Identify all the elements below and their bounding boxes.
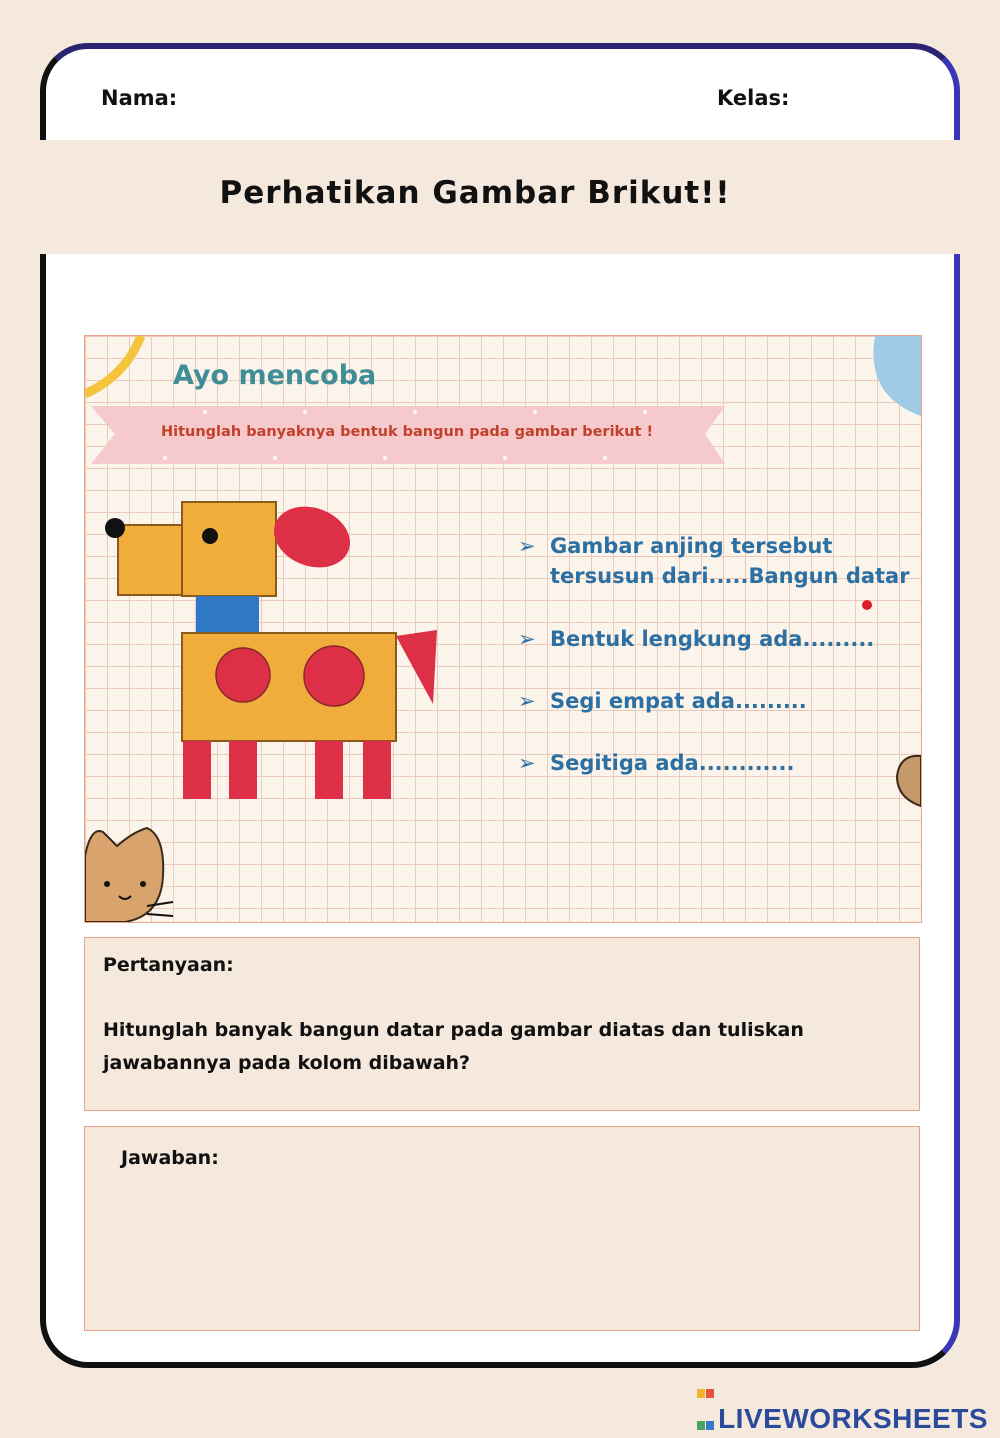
bullet-text: Gambar anjing tersebut bbox=[550, 534, 833, 558]
activity-instruction: Hitunglah banyaknya bentuk bangun pada gambar berikut ! bbox=[161, 424, 654, 440]
dog-leg-2 bbox=[229, 741, 257, 799]
bullet-item-2 bbox=[518, 624, 918, 654]
bullet-item-3 bbox=[518, 686, 918, 716]
red-dot bbox=[862, 600, 872, 610]
bullet-arrow-icon: ➢ bbox=[518, 751, 536, 775]
answer-label: Jawaban: bbox=[121, 1147, 219, 1169]
dog-spot-circle-left bbox=[216, 648, 270, 702]
blue-blob-decoration bbox=[873, 336, 921, 416]
class-label: Kelas: bbox=[717, 86, 790, 110]
question-label: Pertanyaan: bbox=[103, 954, 234, 976]
dog-nose-circle bbox=[105, 518, 125, 538]
dog-eye bbox=[202, 528, 218, 544]
liveworksheets-logo bbox=[697, 1374, 988, 1438]
dog-leg-3 bbox=[315, 741, 343, 799]
dog-head-square bbox=[182, 502, 276, 596]
dog-ear-ellipse bbox=[265, 496, 358, 577]
activity-heading: Ayo mencoba bbox=[173, 360, 377, 391]
bullet-item-4 bbox=[518, 748, 918, 778]
logo-text: LIVEWORKSHEETS bbox=[718, 1403, 988, 1434]
dog-neck-rectangle bbox=[196, 596, 259, 633]
bullet-arrow-icon: ➢ bbox=[518, 689, 536, 713]
answer-box[interactable] bbox=[84, 1126, 920, 1331]
question-text: Hitunglah banyak bangun datar pada gambar diatas dan tuliskan jawabannya pada kolom dibawah? bbox=[103, 1019, 804, 1074]
bullet-text-continued: tersusun dari.....Bangun datar bbox=[550, 564, 910, 588]
liveworksheets-logo-icon bbox=[697, 1374, 715, 1438]
dog-leg-4 bbox=[363, 741, 391, 799]
answer-field[interactable] bbox=[121, 1187, 899, 1314]
bullet-arrow-icon: ➢ bbox=[518, 627, 536, 651]
activity-image bbox=[84, 335, 922, 923]
name-label: Nama: bbox=[101, 86, 178, 110]
dog-tail-triangle bbox=[396, 630, 437, 704]
dog-figure bbox=[105, 496, 437, 799]
bullet-text: Bentuk lengkung ada......... bbox=[550, 627, 875, 651]
dog-spot-circle-right bbox=[304, 646, 364, 706]
cat-decoration bbox=[85, 828, 173, 922]
bullet-text: Segitiga ada............ bbox=[550, 751, 795, 775]
bullet-text: Segi empat ada......... bbox=[550, 689, 807, 713]
dog-leg-1 bbox=[183, 741, 211, 799]
bullet-arrow-icon: ➢ bbox=[518, 534, 536, 558]
dog-snout-square bbox=[118, 525, 182, 595]
question-box bbox=[84, 937, 920, 1111]
dog-body-rectangle bbox=[182, 633, 396, 741]
yellow-arc-decoration bbox=[85, 336, 141, 394]
page-title: Perhatikan Gambar Brikut!! bbox=[219, 175, 731, 211]
bullet-item-1 bbox=[518, 531, 918, 591]
